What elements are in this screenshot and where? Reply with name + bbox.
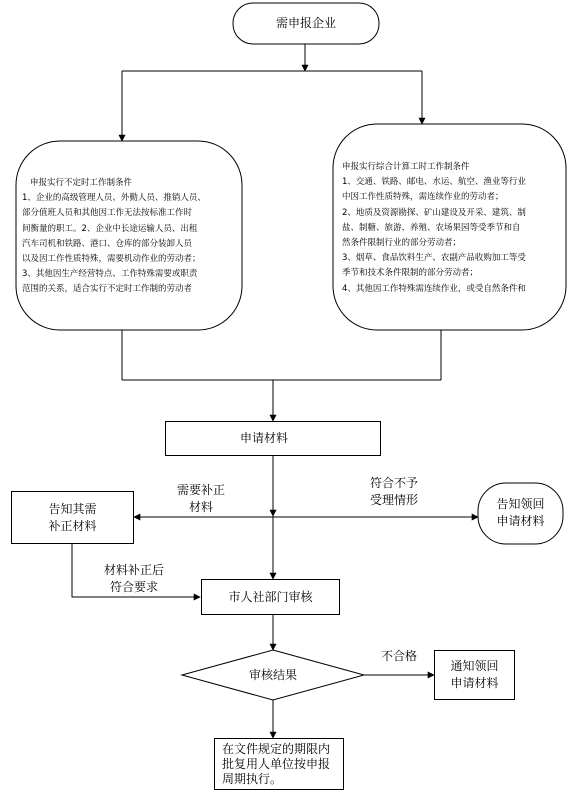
left-condition-title: 申报实行不定时工作制条件 (30, 178, 133, 188)
left-condition-line: 范围的关系，适合实行不定时工作制的劳动者 (22, 284, 193, 295)
apply-label: 申请材料 (240, 431, 289, 445)
right-condition-line: 中因工作性质特殊，需连续作业的劳动者； (342, 192, 504, 203)
notify-return-apply-label: 告知领回 申请材料 (496, 497, 545, 528)
right-condition-line: 然条件限制行业的部分劳动者； (342, 238, 462, 249)
edge-label-supplement-ok: 材料补正后 符合要求 (103, 563, 164, 594)
right-condition-line: 3、烟草、食品饮料生产、农副产品收购加工等受 (342, 253, 526, 264)
left-condition-line: 部分值班人员和其他因工作无法按标准工作时 (22, 208, 193, 219)
left-condition-line: 3、其他因生产经营特点、工作特殊需要或职责 (22, 269, 198, 280)
left-condition-line: 汽车司机和铁路、港口、仓库的部分装卸人员 (22, 238, 193, 249)
left-condition-line: 以及因工作性质特殊，需要机动作业的劳动者； (22, 254, 201, 265)
final-box (214, 738, 344, 790)
left-condition-line: 间衡量的职工。2、企业中长途运输人员、出租 (22, 223, 198, 234)
right-condition-line: 季节和技术条件限制的部分劳动者； (342, 268, 479, 279)
right-condition-line: 盐、制糖、旅游、养殖、农场果园等受季节和自 (342, 222, 521, 233)
right-condition-title: 申报实行综合计算工时工作制条件 (342, 162, 470, 172)
final-label: 在文件规定的期限内 批复用人单位按申报 周期执行。 (222, 741, 331, 786)
notify-return-fail-box (434, 650, 515, 700)
edge-label-fail: 不合格 (380, 649, 417, 663)
review-box (201, 579, 340, 615)
notify-supplement-label: 告知其需 补正材料 (48, 501, 97, 533)
right-condition-line: 1、交通、铁路、邮电、水运、航空、渔业等行业 (342, 177, 526, 188)
right-condition-line: 2、地质及资源勘探、矿山建设及开采、建筑、制 (342, 207, 526, 218)
right-condition-line: 4、其他因工作特殊需连续作业，或受自然条件和 (342, 283, 526, 294)
right-condition-text (342, 160, 564, 312)
left-condition-text (22, 176, 238, 326)
notify-return-fail-label: 通知领回 申请材料 (450, 659, 499, 690)
start-label: 需申报企业 (275, 16, 336, 30)
left-condition-line: 1、企业的高级管理人员、外勤人员、推销人员、 (22, 193, 206, 204)
decision-label: 审核结果 (248, 668, 297, 682)
edge-label-need-supplement: 需要补正 材料 (176, 483, 225, 514)
apply-box (165, 421, 381, 456)
notify-supplement-box (11, 491, 134, 544)
edge-label-not-accepted: 符合不予 受理情形 (369, 476, 418, 507)
review-label: 市人社部门审核 (228, 589, 313, 604)
